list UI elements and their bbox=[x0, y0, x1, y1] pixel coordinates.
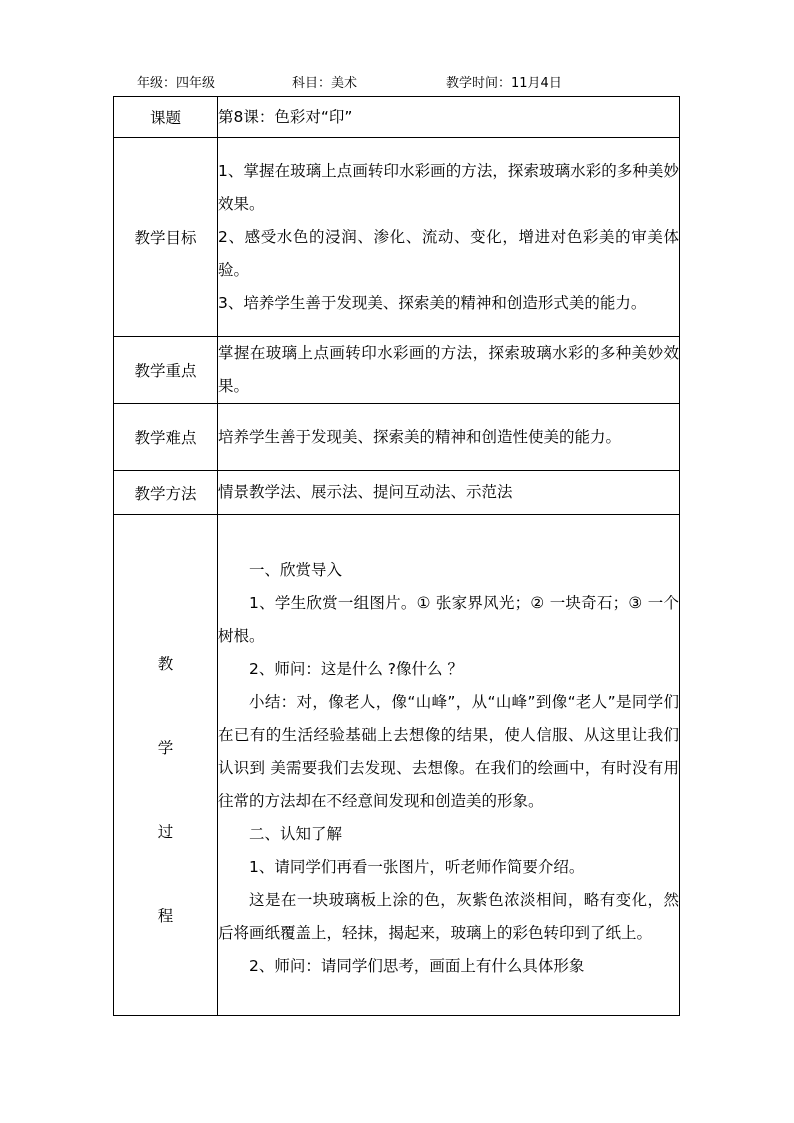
process-paragraph: 2、师问：请同学们思考，画面上有什么具体形象 bbox=[249, 957, 585, 975]
process-paragraph: 1、请同学们再看一张图片，听老师作简要介绍。 bbox=[249, 858, 585, 876]
process-label bbox=[114, 543, 217, 988]
title-label: 课题 bbox=[114, 97, 218, 138]
goal-item: 3、培养学生善于发现美、探索美的精神和创造形式美的能力。 bbox=[218, 293, 647, 312]
goal-item: 2、感受水色的浸润、渗化、流动、变化，增进对色彩美的审美体验。 bbox=[218, 227, 679, 279]
process-label-char: 教 bbox=[157, 654, 174, 673]
subject-label: 科目：美术 bbox=[292, 76, 358, 91]
methods-label: 教学方法 bbox=[114, 471, 218, 515]
process-content bbox=[218, 547, 679, 983]
table-row-key-points bbox=[114, 337, 680, 404]
process-paragraph: 1、学生欣赏一组图片。① 张家界风光；② 一块奇石；③ 一个树根。 bbox=[218, 594, 679, 645]
process-paragraph: 小结：对，像老人，像“山峰”，从“山峰”到像“老人”是同学们在已有的生活经验基础上去想像的结果，使人信服、从这里让我们认识到 美需要我们去发现、去想像。在我们的绘画中，有时没有用往常的方法却在不经意间发现和创造美的形象。 bbox=[218, 693, 679, 810]
process-paragraph: 二、认知了解 bbox=[249, 825, 343, 843]
teaching-time-label: 教学时间：11月4日 bbox=[446, 76, 562, 91]
methods-value: 情景教学法、展示法、提问互动法、示范法 bbox=[218, 471, 680, 515]
table-row-title bbox=[114, 97, 680, 138]
document-header bbox=[0, 72, 794, 92]
goals-label: 教学目标 bbox=[114, 138, 218, 337]
key-points-label: 教学重点 bbox=[114, 337, 218, 404]
process-paragraph: 一、欣赏导入 bbox=[249, 561, 343, 579]
process-paragraph: 这是在一块玻璃板上涂的色，灰紫色浓淡相间，略有变化，然后将画纸覆盖上，轻抹，揭起来，玻璃上的彩色转印到了纸上。 bbox=[218, 891, 679, 942]
grade-label: 年级：四年级 bbox=[137, 76, 216, 91]
table-row-process bbox=[114, 515, 680, 1016]
title-value: 第8课：色彩对“印” bbox=[218, 97, 680, 138]
process-label-cell bbox=[114, 515, 218, 1016]
difficulties-value: 培养学生善于发现美、探索美的精神和创造性使美的能力。 bbox=[218, 404, 680, 471]
process-label-char: 程 bbox=[157, 906, 174, 925]
process-label-char: 学 bbox=[157, 738, 174, 757]
process-label-char: 过 bbox=[157, 822, 174, 841]
goals-content bbox=[218, 138, 680, 337]
difficulties-label: 教学难点 bbox=[114, 404, 218, 471]
lesson-plan-table bbox=[113, 96, 680, 1016]
process-paragraph: 2、师问：这是什么 ?像什么 ？ bbox=[249, 660, 463, 678]
goal-item: 1、掌握在玻璃上点画转印水彩画的方法，探索玻璃水彩的多种美妙效果。 bbox=[218, 161, 679, 213]
table-row-goals bbox=[114, 138, 680, 337]
key-points-value: 掌握在玻璃上点画转印水彩画的方法，探索玻璃水彩的多种美妙效果。 bbox=[218, 337, 680, 404]
table-row-methods bbox=[114, 471, 680, 515]
process-content-cell bbox=[218, 515, 680, 1016]
table-row-difficulties bbox=[114, 404, 680, 471]
